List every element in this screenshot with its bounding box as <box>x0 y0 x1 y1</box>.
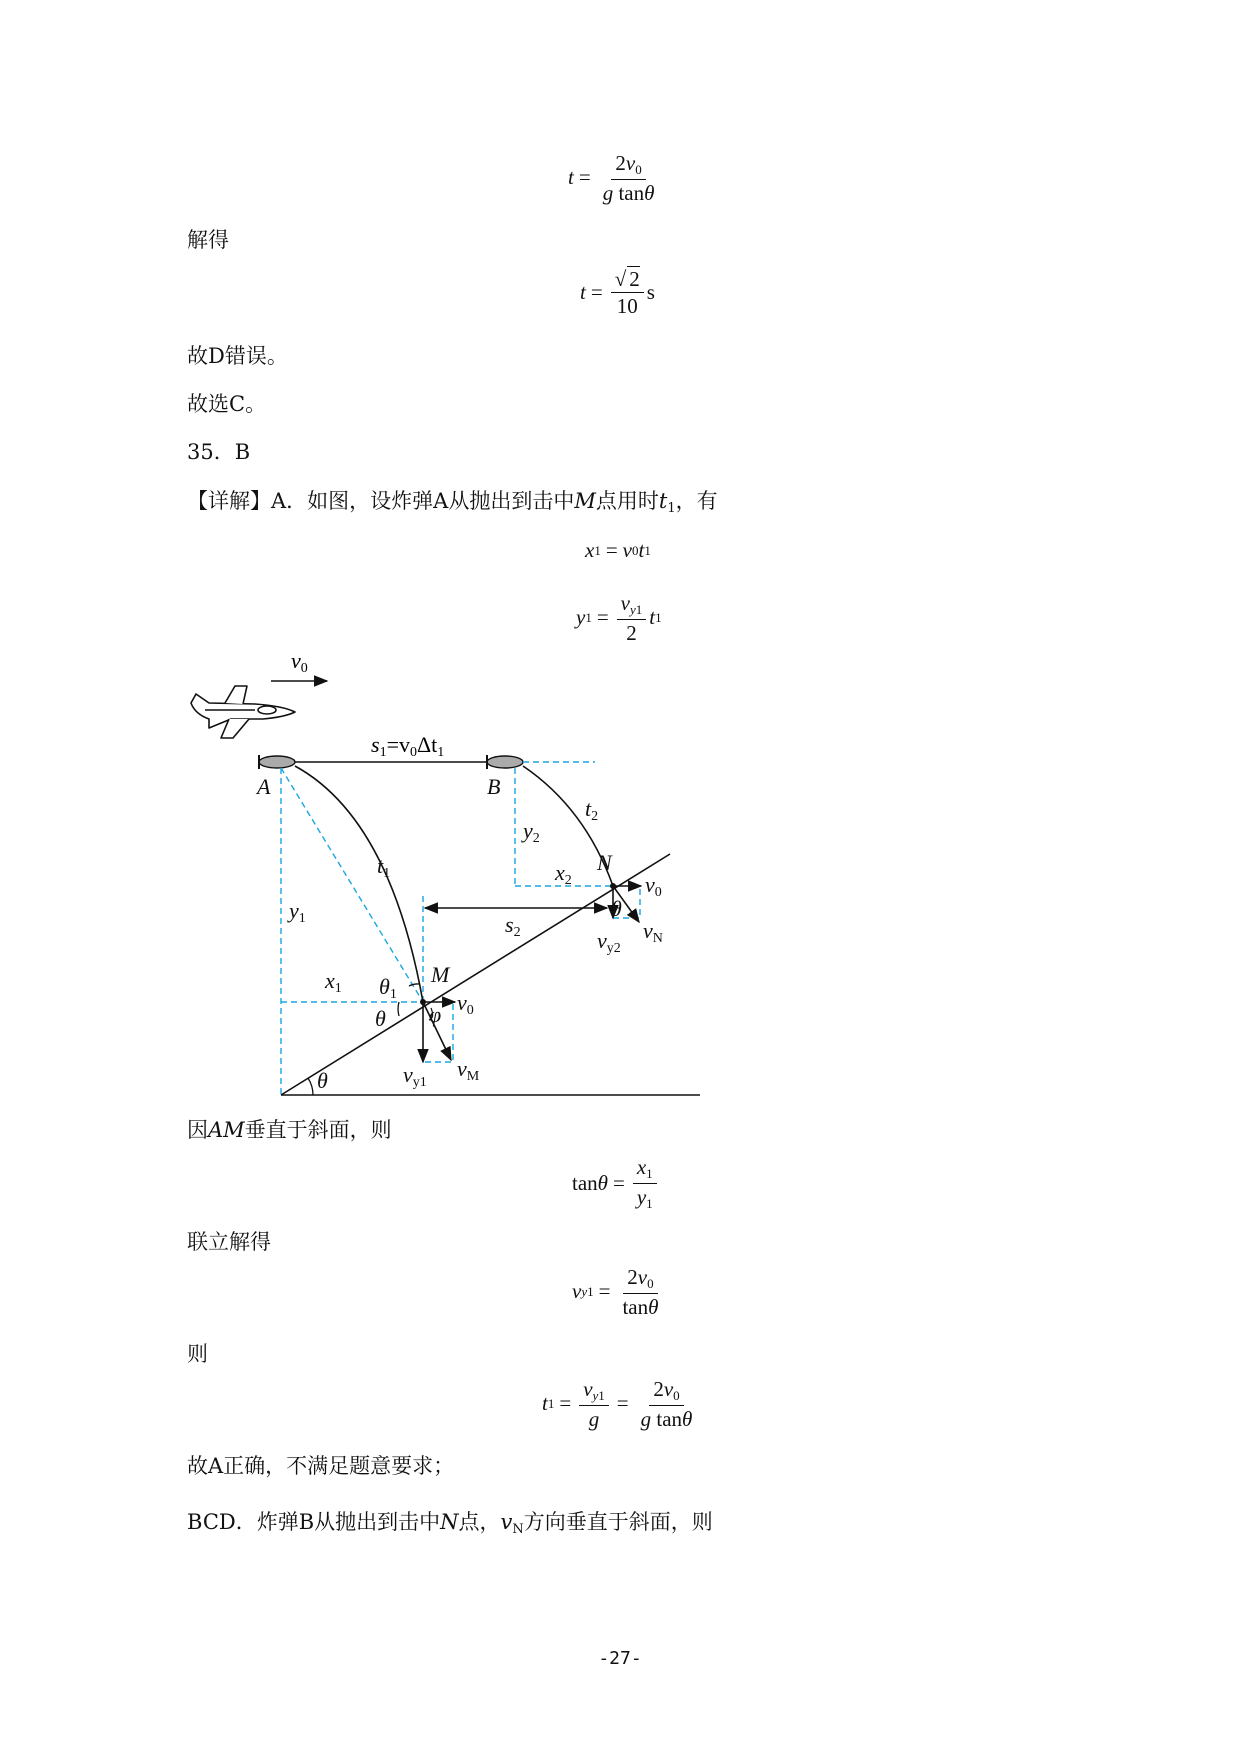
t1-subscript: 1 <box>667 501 676 516</box>
label-x2: x2 <box>555 860 572 888</box>
label-m: M <box>431 962 450 987</box>
equation-y1: y 1 = $\frac{v_{y1}}{2}$ t 1 <box>576 591 662 645</box>
label-vy1: vy1 <box>403 1062 427 1090</box>
bomb-a <box>259 756 295 768</box>
vn-subscript: N <box>512 1522 524 1537</box>
label-s2: s2 <box>505 912 521 940</box>
detail-prefix: 【详解】A．如图，设炸弹A从抛出到击中 <box>187 489 575 513</box>
text-jiede: 解得 <box>187 228 229 252</box>
am-text: 垂直于斜面，则 <box>244 1118 392 1142</box>
trajectory-a <box>295 766 423 1002</box>
bcd-paragraph <box>187 1506 713 1537</box>
bomb-b <box>487 756 523 768</box>
detail-paragraph <box>187 485 718 516</box>
incline-line <box>281 854 670 1095</box>
equation-t-formula: t = $\frac{2v_0}{\text{g tanθ}}$ <box>568 151 655 205</box>
dashed-am <box>281 768 423 1002</box>
label-x1: x1 <box>325 968 342 996</box>
label-v0-m: v0 <box>457 990 474 1018</box>
airplane-icon <box>191 686 295 738</box>
label-phi: φ <box>429 1002 442 1027</box>
bcd-mid: 点， <box>458 1510 501 1534</box>
label-t2: t2 <box>585 796 599 824</box>
text-lianli: 联立解得 <box>187 1230 271 1254</box>
label-vy2: vy2 <box>597 928 621 956</box>
label-n: N <box>597 850 612 875</box>
label-t1: t1 <box>377 853 391 881</box>
label-a: A <box>257 774 271 799</box>
text-d-wrong: 故D错误。 <box>187 344 288 368</box>
page-number: -27- <box>598 1648 642 1669</box>
text-a-correct: 故A正确，不满足题意要求； <box>187 1454 455 1478</box>
projectile-figure <box>185 648 715 1098</box>
equation-t1: t 1 = $\frac{v_{y1}}{g}$ = $\frac{2v_0}{\text{g tanθ}}$ <box>542 1377 693 1431</box>
t1-symbol: t <box>658 489 668 513</box>
label-y2: y2 <box>523 818 540 846</box>
am-prefix: 因 <box>187 1118 208 1142</box>
bcd-suffix: 方向垂直于斜面，则 <box>523 1510 713 1534</box>
label-theta-ground: θ <box>317 1068 328 1093</box>
text-ze: 则 <box>187 1342 208 1366</box>
label-vn: vN <box>643 918 663 946</box>
label-b: B <box>487 774 501 799</box>
equation-x1: x 1 = v 0 t 1 <box>585 538 651 562</box>
bcd-prefix: BCD．炸弹B从抛出到击中 <box>187 1510 441 1534</box>
detail-mid: 点用时 <box>595 489 659 513</box>
point-m: M <box>574 489 596 513</box>
question-35-answer: 35．B <box>187 440 251 464</box>
equation-tan-theta: tan θ = $\frac{x_1}{y_1}$ <box>572 1156 660 1210</box>
label-theta-m: θ <box>375 1006 386 1031</box>
equation-t-value: t = $\frac{√ 2}{10}$ s <box>580 267 655 319</box>
s1-label: s1=v0Δt1 <box>371 732 445 760</box>
label-v0-n: v0 <box>645 872 662 900</box>
equation-vy1: v y1 = $\frac{2v_0}{\tan\theta}$ <box>572 1265 659 1319</box>
detail-suffix: ，有 <box>675 489 718 513</box>
vn-symbol: v <box>500 1510 513 1534</box>
point-n: N <box>440 1510 459 1534</box>
label-theta1: θ1 <box>379 974 397 1002</box>
am-paragraph <box>187 1114 392 1144</box>
label-y1: y1 <box>289 898 306 926</box>
label-vm: vM <box>457 1056 480 1084</box>
am-symbol: AM <box>208 1118 245 1142</box>
label-theta-n: θ <box>611 896 622 921</box>
v0-plane-label: v0 <box>291 648 308 676</box>
text-choose-c: 故选C。 <box>187 392 267 416</box>
